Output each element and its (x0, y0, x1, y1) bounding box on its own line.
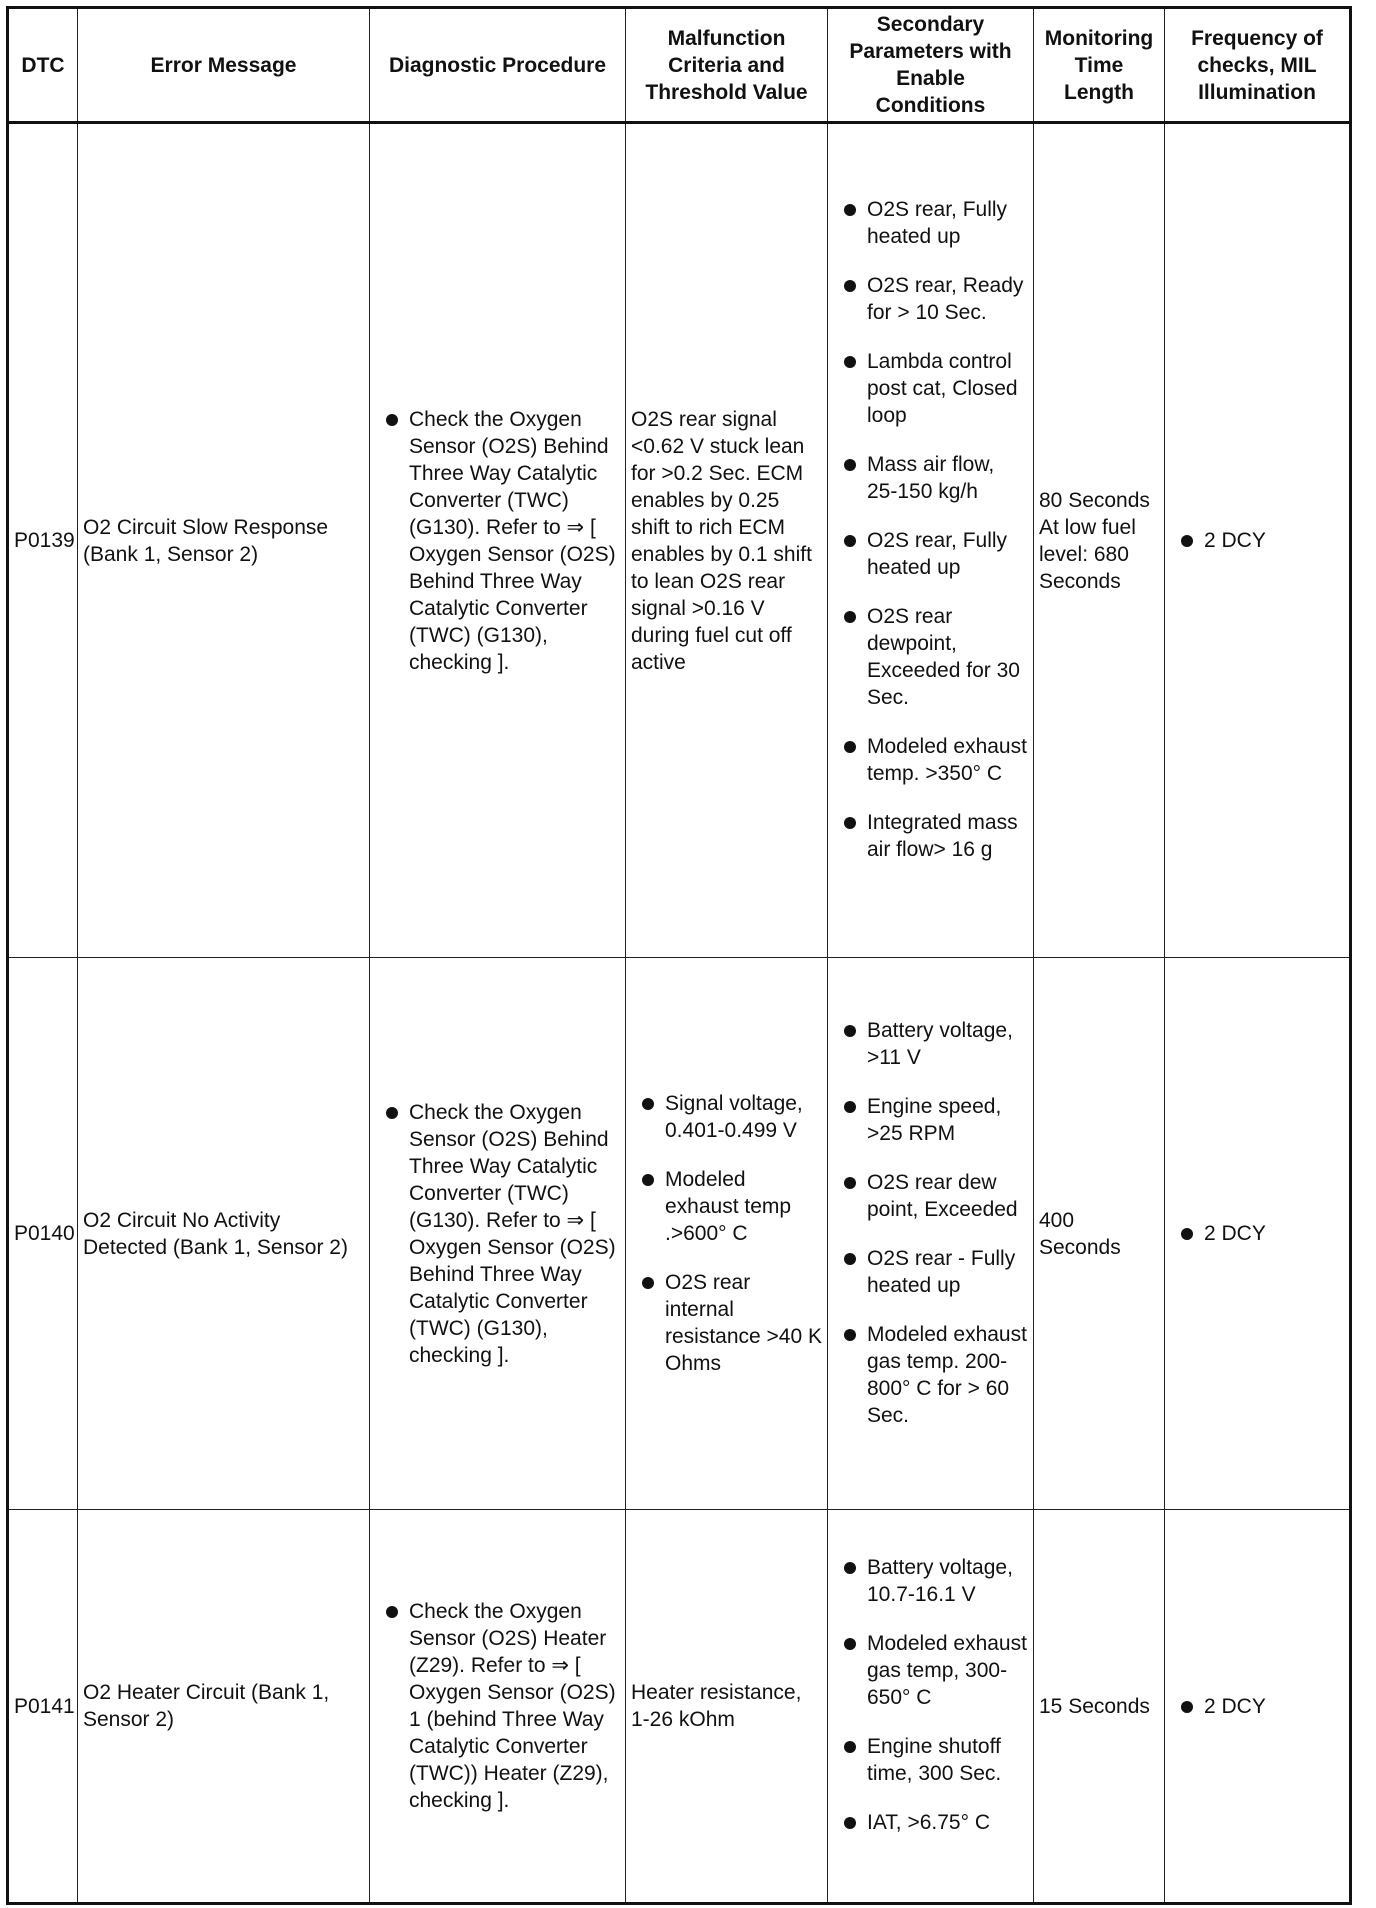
header-malfunction-criteria: Malfunction Criteria and Threshold Value (626, 8, 828, 123)
error-message: O2 Circuit No Activity Detected (Bank 1, Sensor 2) (78, 958, 370, 1510)
table-row (8, 1510, 1351, 1904)
list-item: Mass air flow, 25-150 kg/h (833, 451, 1028, 505)
header-secondary-parameters: Secondary Parameters with Enable Conditions (828, 8, 1034, 123)
list-item: Check the Oxygen Sensor (O2S) Behind Three Way Catalytic Converter (TWC) (G130). Refer to ⇒ [ Oxygen Sensor (O2S) Behind Three Way Catalytic Converter (TWC) (G130), checking ]. (375, 406, 620, 676)
frequency (1165, 958, 1351, 1510)
list-item: O2S rear - Fully heated up (833, 1245, 1028, 1299)
frequency (1165, 1510, 1351, 1904)
secondary-parameters (828, 1510, 1034, 1904)
list-item: 2 DCY (1170, 1693, 1344, 1720)
list-item: O2S rear, Ready for > 10 Sec. (833, 272, 1028, 326)
monitoring-time: 400 Seconds (1034, 958, 1165, 1510)
table-row (8, 958, 1351, 1510)
diagnostic-procedure (370, 1510, 626, 1904)
list-item: Modeled exhaust gas temp. 200-800° C for > 60 Sec. (833, 1321, 1028, 1429)
header-diagnostic-procedure: Diagnostic Procedure (370, 8, 626, 123)
error-message: O2 Heater Circuit (Bank 1, Sensor 2) (78, 1510, 370, 1904)
dtc-table (6, 6, 1352, 1905)
list-item: Check the Oxygen Sensor (O2S) Behind Three Way Catalytic Converter (TWC) (G130). Refer to ⇒ [ Oxygen Sensor (O2S) Behind Three Way Catalytic Converter (TWC) (G130), checking ]. (375, 1099, 620, 1369)
list-item: Signal voltage, 0.401-0.499 V (631, 1090, 822, 1144)
list-item: Modeled exhaust temp. >350° C (833, 733, 1028, 787)
table-header-row (8, 8, 1351, 123)
diagnostic-procedure (370, 958, 626, 1510)
dtc-code: P0140 (8, 958, 78, 1510)
list-item: 2 DCY (1170, 527, 1344, 554)
list-item: Engine shutoff time, 300 Sec. (833, 1733, 1028, 1787)
diagnostic-procedure (370, 123, 626, 958)
list-item: Battery voltage, 10.7-16.1 V (833, 1554, 1028, 1608)
list-item: Modeled exhaust temp .>600° C (631, 1166, 822, 1247)
monitoring-time: 80 Seconds At low fuel level: 680 Seconds (1034, 123, 1165, 958)
list-item: Lambda control post cat, Closed loop (833, 348, 1028, 429)
malfunction-criteria: O2S rear signal <0.62 V stuck lean for >0.2 Sec. ECM enables by 0.25 shift to rich ECM enables by 0.1 shift to lean O2S rear signal >0.16 V during fuel cut off active (626, 123, 828, 958)
malfunction-criteria: Heater resistance, 1-26 kOhm (626, 1510, 828, 1904)
dtc-code: P0139 (8, 123, 78, 958)
frequency (1165, 123, 1351, 958)
error-message: O2 Circuit Slow Response (Bank 1, Sensor 2) (78, 123, 370, 958)
malfunction-criteria (626, 958, 828, 1510)
list-item: IAT, >6.75° C (833, 1809, 1028, 1836)
list-item: O2S rear, Fully heated up (833, 527, 1028, 581)
header-monitoring-time: Monitoring Time Length (1034, 8, 1165, 123)
secondary-parameters (828, 958, 1034, 1510)
list-item: Engine speed, >25 RPM (833, 1093, 1028, 1147)
list-item: Modeled exhaust gas temp, 300-650° C (833, 1630, 1028, 1711)
list-item: O2S rear dew point, Exceeded (833, 1169, 1028, 1223)
header-error-message: Error Message (78, 8, 370, 123)
dtc-code: P0141 (8, 1510, 78, 1904)
list-item: 2 DCY (1170, 1220, 1344, 1247)
secondary-parameters (828, 123, 1034, 958)
list-item: O2S rear dewpoint, Exceeded for 30 Sec. (833, 603, 1028, 711)
table-row (8, 123, 1351, 958)
list-item: O2S rear internal resistance >40 K Ohms (631, 1269, 822, 1377)
list-item: Integrated mass air flow> 16 g (833, 809, 1028, 863)
header-frequency: Frequency of checks, MIL Illumination (1165, 8, 1351, 123)
list-item: Check the Oxygen Sensor (O2S) Heater (Z29). Refer to ⇒ [ Oxygen Sensor (O2S) 1 (behind Three Way Catalytic Converter (TWC)) Heater (Z29), checking ]. (375, 1598, 620, 1814)
header-dtc: DTC (8, 8, 78, 123)
monitoring-time: 15 Seconds (1034, 1510, 1165, 1904)
list-item: Battery voltage, >11 V (833, 1017, 1028, 1071)
list-item: O2S rear, Fully heated up (833, 196, 1028, 250)
